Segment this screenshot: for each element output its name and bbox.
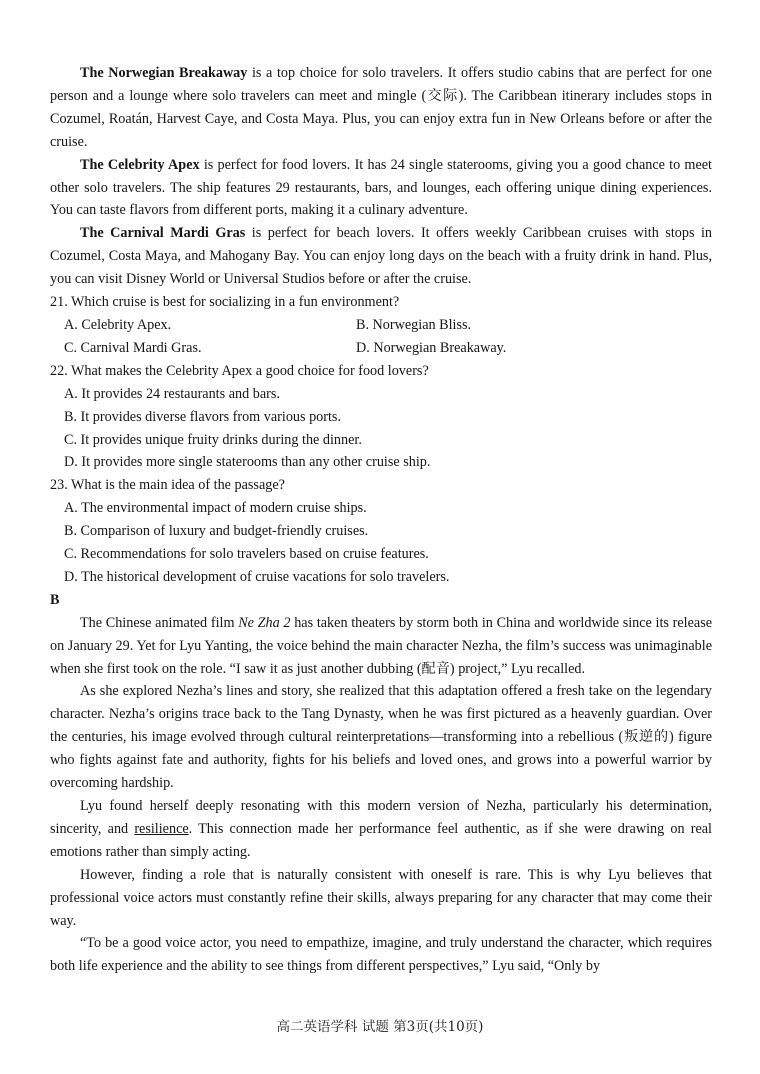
paragraph-text: is a top choice for solo travelers. It offers studio cabins that are perfect for one person and a lounge where solo travelers can meet and mingle (交际). The Caribbean itinerary includes stops in Cozumel, Roatán, Harvest Caye, and Costa Maya. Plus, you can enjoy extra fun in New Orleans before or after the cruise. [50, 65, 712, 150]
option-23-a: A. The environmental impact of modern cruise ships. [64, 500, 367, 517]
paragraph-norwegian-breakaway [50, 62, 712, 154]
option-22-d: D. It provides more single staterooms than any other cruise ship. [64, 454, 431, 471]
cruise-name-celebrity-apex: The Celebrity Apex [80, 156, 200, 173]
question-23-stem: 23. What is the main idea of the passage? [50, 477, 285, 494]
paragraph-ne-zha-intro [50, 612, 712, 681]
paragraph-text: is perfect for food lovers. It has 24 single staterooms, giving you a good chance to meet other solo travelers. The ship features 29 restaurants, bars, and lounges, each offering unique dining experiences. You can taste flavors from different ports, making it a culinary adventure. [50, 156, 712, 219]
question-23-options [50, 497, 712, 589]
film-title: Ne Zha 2 [238, 614, 291, 631]
question-21-options [50, 314, 712, 360]
paragraph-text: . This connection made her performance feel authentic, as if she were drawing on real emotions rather than simply acting. [50, 820, 713, 860]
paragraph-voice-actors: However, finding a role that is naturally consistent with oneself is rare. This is why Lyu believes that professional voice actors must constantly refine their skills, always preparing for any character that may come their way. [50, 866, 712, 929]
option-22-b: B. It provides diverse flavors from various ports. [64, 408, 341, 425]
page-footer: 高二英语学科 试题 第3页(共10页) [276, 1019, 484, 1035]
question-22-options [50, 383, 712, 475]
option-22-a: A. It provides 24 restaurants and bars. [64, 385, 280, 402]
paragraph-lyu-quote: “To be a good voice actor, you need to empathize, imagine, and truly understand the character, which requires both life experience and the ability to see things from different perspectives,” Lyu said, “Only by [50, 935, 712, 975]
option-21-a: A. Celebrity Apex. [64, 316, 172, 333]
option-21-c: C. Carnival Mardi Gras. [64, 339, 202, 356]
option-21-d: D. Norwegian Breakaway. [356, 339, 507, 356]
paragraph-text: has taken theaters by storm both in China and worldwide since its release on January 29. Yet for Lyu Yanting, the voice behind the main character Nezha, the film’s success was unimaginable when she first took on the role. “I saw it as just another dubbing (配音) project,” Lyu recalled. [50, 614, 713, 677]
question-22-stem: 22. What makes the Celebrity Apex a good choice for food lovers? [50, 362, 429, 379]
underlined-word: resilience [134, 820, 189, 837]
paragraph-carnival-mardi-gras [50, 222, 712, 291]
exam-page [50, 62, 712, 978]
paragraph-lyu-resonating [50, 795, 712, 864]
option-row [64, 314, 712, 337]
option-row [64, 337, 712, 360]
section-heading-b: B [50, 591, 60, 608]
option-22-c: C. It provides unique fruity drinks during the dinner. [64, 431, 362, 448]
cruise-name-carnival-mardi-gras: The Carnival Mardi Gras [80, 225, 246, 242]
question-21-stem: 21. Which cruise is best for socializing in a fun environment? [50, 294, 400, 311]
option-21-b: B. Norwegian Bliss. [356, 316, 472, 333]
paragraph-text: The Chinese animated film [80, 614, 239, 631]
paragraph-text: Lyu found herself deeply resonating with this modern version of Nezha, particularly his determination, sincerity, and [50, 798, 712, 837]
option-23-c: C. Recommendations for solo travelers based on cruise features. [64, 546, 429, 563]
paragraph-text: is perfect for beach lovers. It offers weekly Caribbean cruises with stops in Cozumel, Costa Maya, and Mahogany Bay. You can enjoy long days on the beach with a fruity drink in hand. Plus, you can visit Disney World or Universal Studios before or after the cruise. [50, 225, 712, 288]
paragraph-nezha-origins: As she explored Nezha’s lines and story, she realized that this adaptation offered a fresh take on the legendary character. Nezha’s origins trace back to the Tang Dynasty, when he was first pictured as a heavenly guardian. Over the centuries, his image evolved through cultural reinterpretations—transforming into a rebellious (叛逆的) figure who fights against fate and authority, fights for his beliefs and loved ones, and grows into a powerful warrior by overcoming hardship. [50, 683, 712, 792]
option-23-d: D. The historical development of cruise vacations for solo travelers. [64, 568, 450, 585]
paragraph-celebrity-apex [50, 154, 712, 223]
option-23-b: B. Comparison of luxury and budget-friendly cruises. [64, 523, 369, 540]
cruise-name-norwegian-breakaway: The Norwegian Breakaway [80, 65, 248, 81]
